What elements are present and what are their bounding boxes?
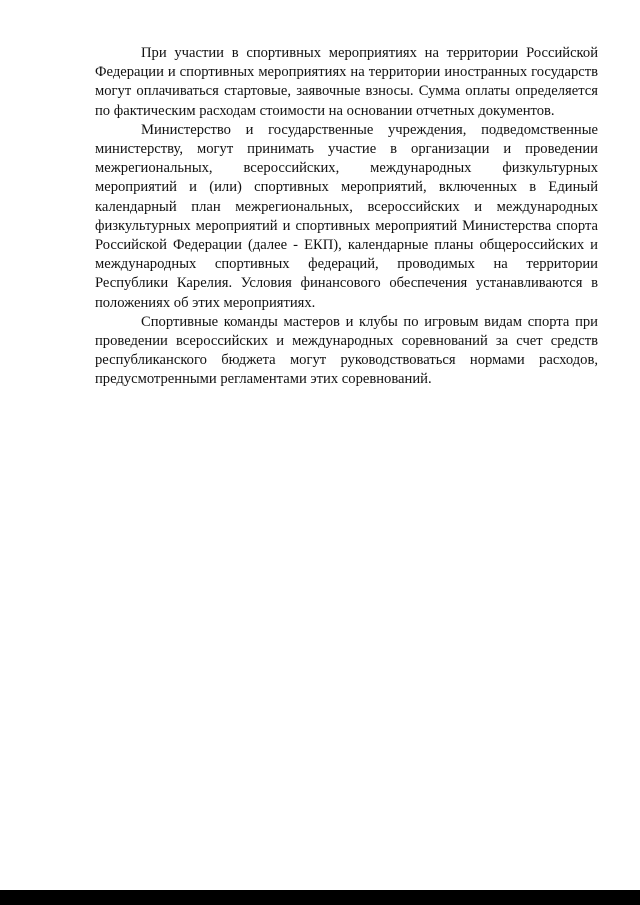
paragraph-ministry-events: Министерство и государственные учреждения, подведомственные министерству, могут принимать участие в организации и проведении межрегиональных, всероссийских, международных физкультурных мероприятий и (или) спортивных мероприятий, включенных в Единый календарный план межрегиональных, всероссийских и международных физкультурных мероприятий и спортивных мероприятий Министерства спорта Российской Федерации (далее - ЕКП), календарные планы общероссийских и международных спортивных федераций, проводимых на территории Республики Карелия. Условия финансового обеспечения устанавливаются в положениях об этих мероприятиях. [95, 121, 598, 311]
paragraph-entry-fees: При участии в спортивных мероприятиях на территории Российской Федерации и спортивных мероприятиях на территории иностранных государств могут оплачиваться стартовые, заявочные взносы. Сумма оплаты определяется по фактическим расходам стоимости на основании отчетных документов. [95, 45, 598, 119]
paragraph-sports-teams: Спортивные команды мастеров и клубы по игровым видам спорта при проведении всероссийских и международных соревнований за счет средств республиканского бюджета могут руководствоваться нормами расходов, предусмотренными регламентами этих соревнований. [95, 313, 598, 388]
bottom-black-bar [0, 890, 640, 905]
document-body [95, 44, 598, 390]
